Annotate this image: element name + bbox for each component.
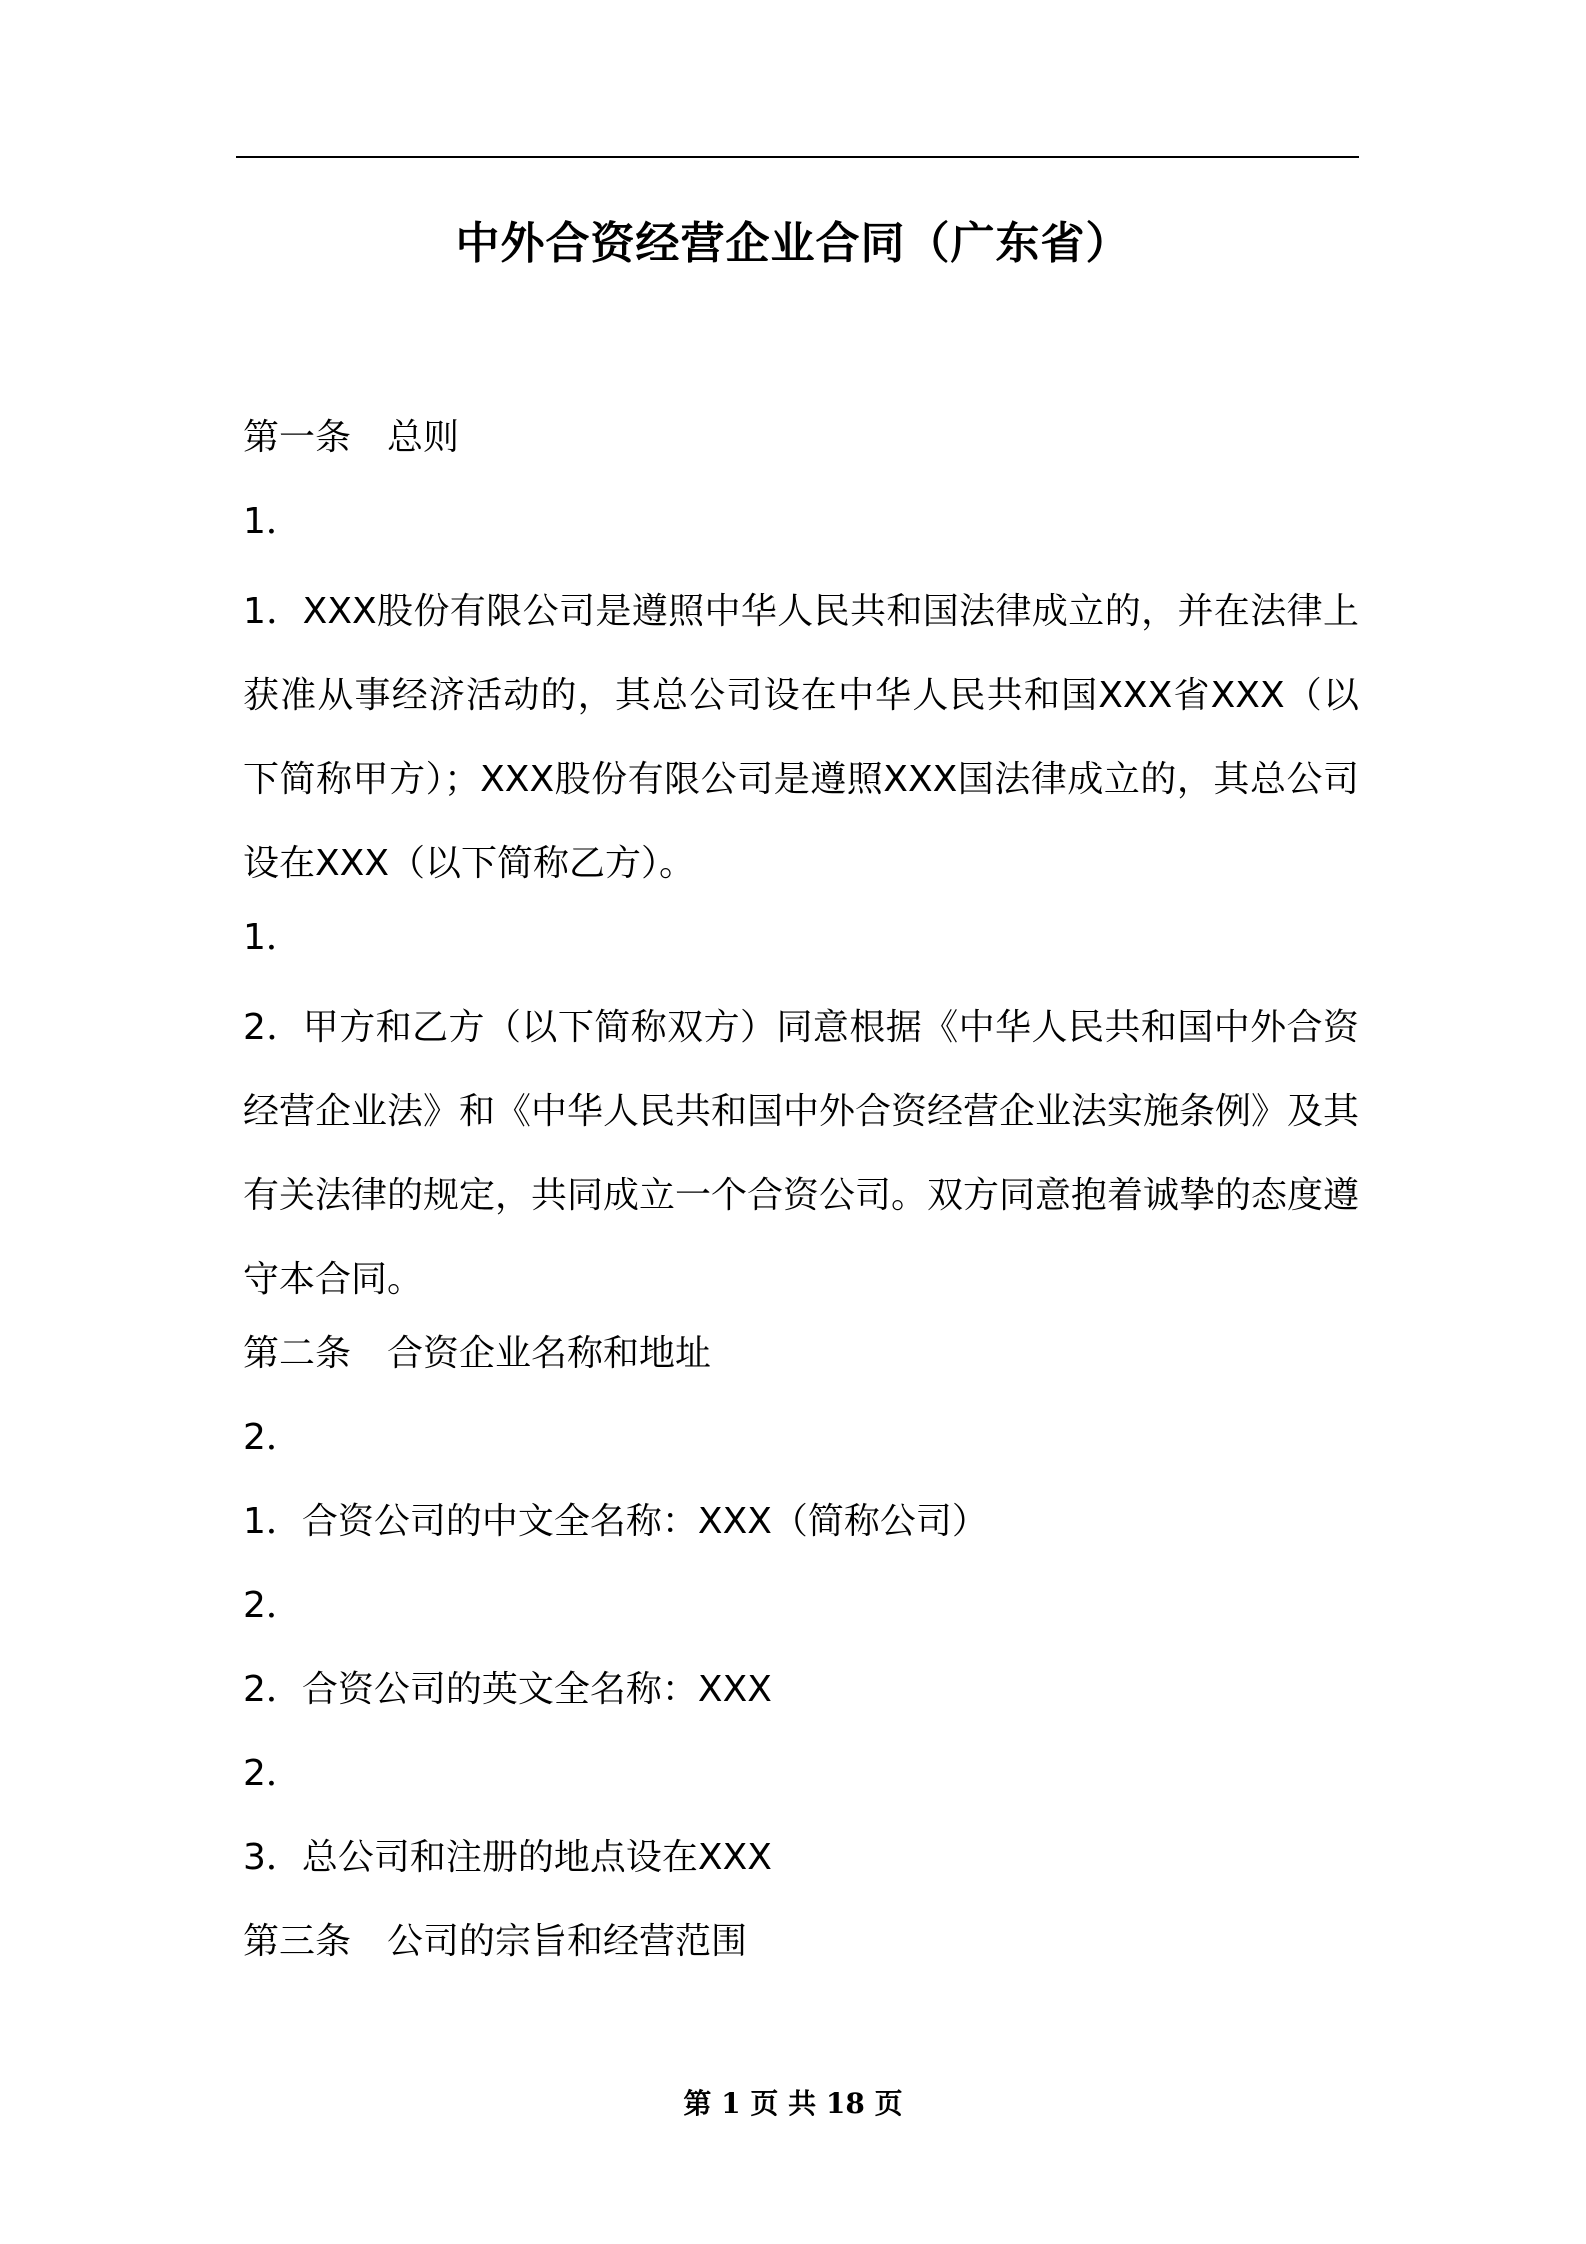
article-1-heading: 第一条 总则 — [243, 417, 460, 458]
article-3-heading: 第三条 公司的宗旨和经营范围 — [243, 1921, 748, 1962]
paragraph-1-1: 1．XXX股份有限公司是遵照中华人民共和国法律成立的，并在法律上获准从事经济活动的，其总公司设在中华人民共和国XXX省XXX（以下简称甲方）；XXX股份有限公司是遵照XXX国法律成立的，其总公司设在XXX（以下简称乙方）。 — [243, 591, 1359, 884]
header-rule — [236, 156, 1359, 158]
paragraph-2-2: 2．合资公司的英文全名称：XXX — [243, 1669, 772, 1710]
clause-number: 2． — [243, 1417, 302, 1458]
paragraph-1-2: 2．甲方和乙方（以下简称双方）同意根据《中华人民共和国中外合资经营企业法》和《中华人民共和国中外合资经营企业法实施条例》及其有关法律的规定，共同成立一个合资公司。双方同意抱着诚挚的态度遵守本合同。 — [243, 1007, 1360, 1300]
paragraph-2-3: 3．总公司和注册的地点设在XXX — [243, 1837, 772, 1878]
clause-number: 2． — [243, 1585, 302, 1626]
clause-number: 1． — [243, 501, 302, 542]
article-2-heading: 第二条 合资企业名称和地址 — [243, 1333, 712, 1374]
clause-number: 1． — [243, 917, 302, 958]
page-footer: 第 1 页 共 18 页 — [683, 2087, 903, 2120]
document-title: 中外合资经营企业合同（广东省） — [455, 218, 1131, 269]
paragraph-2-1: 1．合资公司的中文全名称：XXX（简称公司） — [243, 1501, 988, 1542]
clause-number: 2． — [243, 1753, 302, 1794]
